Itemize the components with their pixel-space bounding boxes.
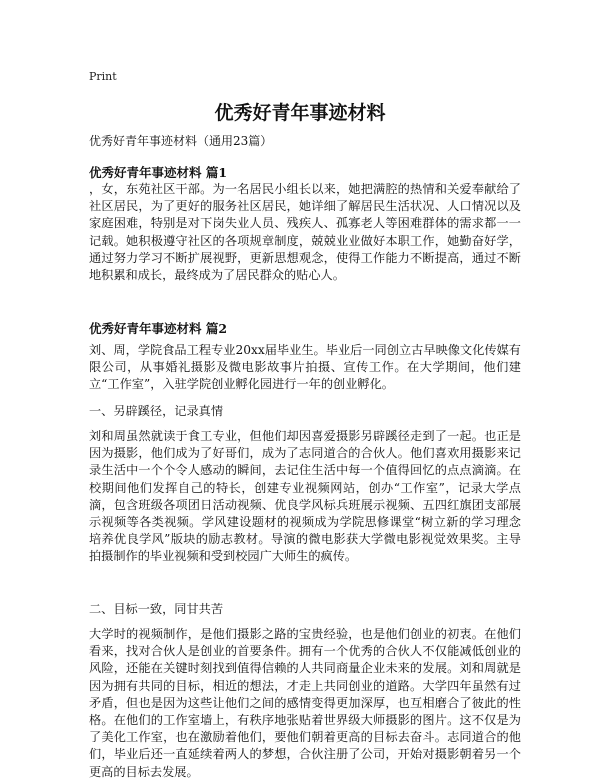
page-title: 优秀好青年事迹材料: [214, 102, 386, 124]
section-2-heading: 二、目标一致，同甘共苦: [89, 602, 224, 616]
print-link[interactable]: Print: [89, 70, 117, 83]
article-2-intro-paragraph: 刘、周，学院食品工程专业20xx届毕业生。毕业后一同创立古早映像文化传媒有限公司，从事婚礼摄影及微电影故事片拍摄、宣传工作。在大学期间，他们建立“工作室”，入驻学院创业孵化园进行一年的创业孵化。: [89, 343, 521, 392]
section-1-heading: 一、另辟蹊径，记录真情: [89, 404, 224, 418]
article-1-heading: 优秀好青年事迹材料 篇1: [89, 165, 228, 180]
section-1-paragraph: 刘和周虽然就读于食工专业，但他们却因喜爱摄影另辟蹊径走到了一起。也正是因为摄影，他们成为了好哥们，成为了志同道合的合伙人。他们喜欢用摄影来记录生活中一个个令人感动的瞬间，去记住生活中每一个值得回忆的点点滴滴。在校期间他们发挥自己的特长，创建专业视频网站，创办“工作室”，记录大学点滴，包含班级各项团日活动视频、优良学风标兵班展示视频、五四红旗团支部展示视频等各类视频。学风建设题材的视频成为学院思修课堂“树立新的学习理念 培养优良学风”版块的励志教材。导演的微电影获大学微电影视觉效果奖。主导拍摄制作的毕业视频和受到校园广大师生的疯传。: [89, 429, 521, 564]
document-subtitle: 优秀好青年事迹材料（通用23篇）: [89, 134, 273, 148]
article-2-heading: 优秀好青年事迹材料 篇2: [89, 321, 228, 336]
section-2-paragraph: 大学时的视频制作，是他们摄影之路的宝贵经验，也是他们创业的初衷。在他们看来，找对合伙人是创业的首要条件。拥有一个优秀的合伙人不仅能减低创业的风险，还能在关键时刻找到值得信赖的人共同商量企业未来的发展。刘和周就是因为拥有共同的目标，相近的想法，才走上共同创业的道路。大学四年虽然有过矛盾，但也是因为这些让他们之间的感情变得更加深厚，也互相磨合了彼此的性格。在他们的工作室墙上，有秩序地张贴着世界级大师摄影的图片。这不仅是为了美化工作室，也在激励着他们，要他们朝着更高的目标去奋斗。志同道合的他们，毕业后还一直延续着两人的梦想，合伙注册了公司，开始对摄影朝着另一个更高的目标去发展。: [89, 627, 521, 779]
article-1-paragraph: ，女，东苑社区干部。为一名居民小组长以来，她把满腔的热情和关爱奉献给了社区居民，为了更好的服务社区居民，她详细了解居民生活状况、人口情况以及家庭困难，特别是对下岗失业人员、残疾人、孤寡老人等困难群体的需求都一一记载。她积极遵守社区的各项规章制度，兢兢业业做好本职工作，她勤奋好学，通过努力学习不断扩展视野，更新思想观念，使得工作能力不断提高，通过不断地积累和成长，最终成为了居民群众的贴心人。: [89, 182, 521, 283]
